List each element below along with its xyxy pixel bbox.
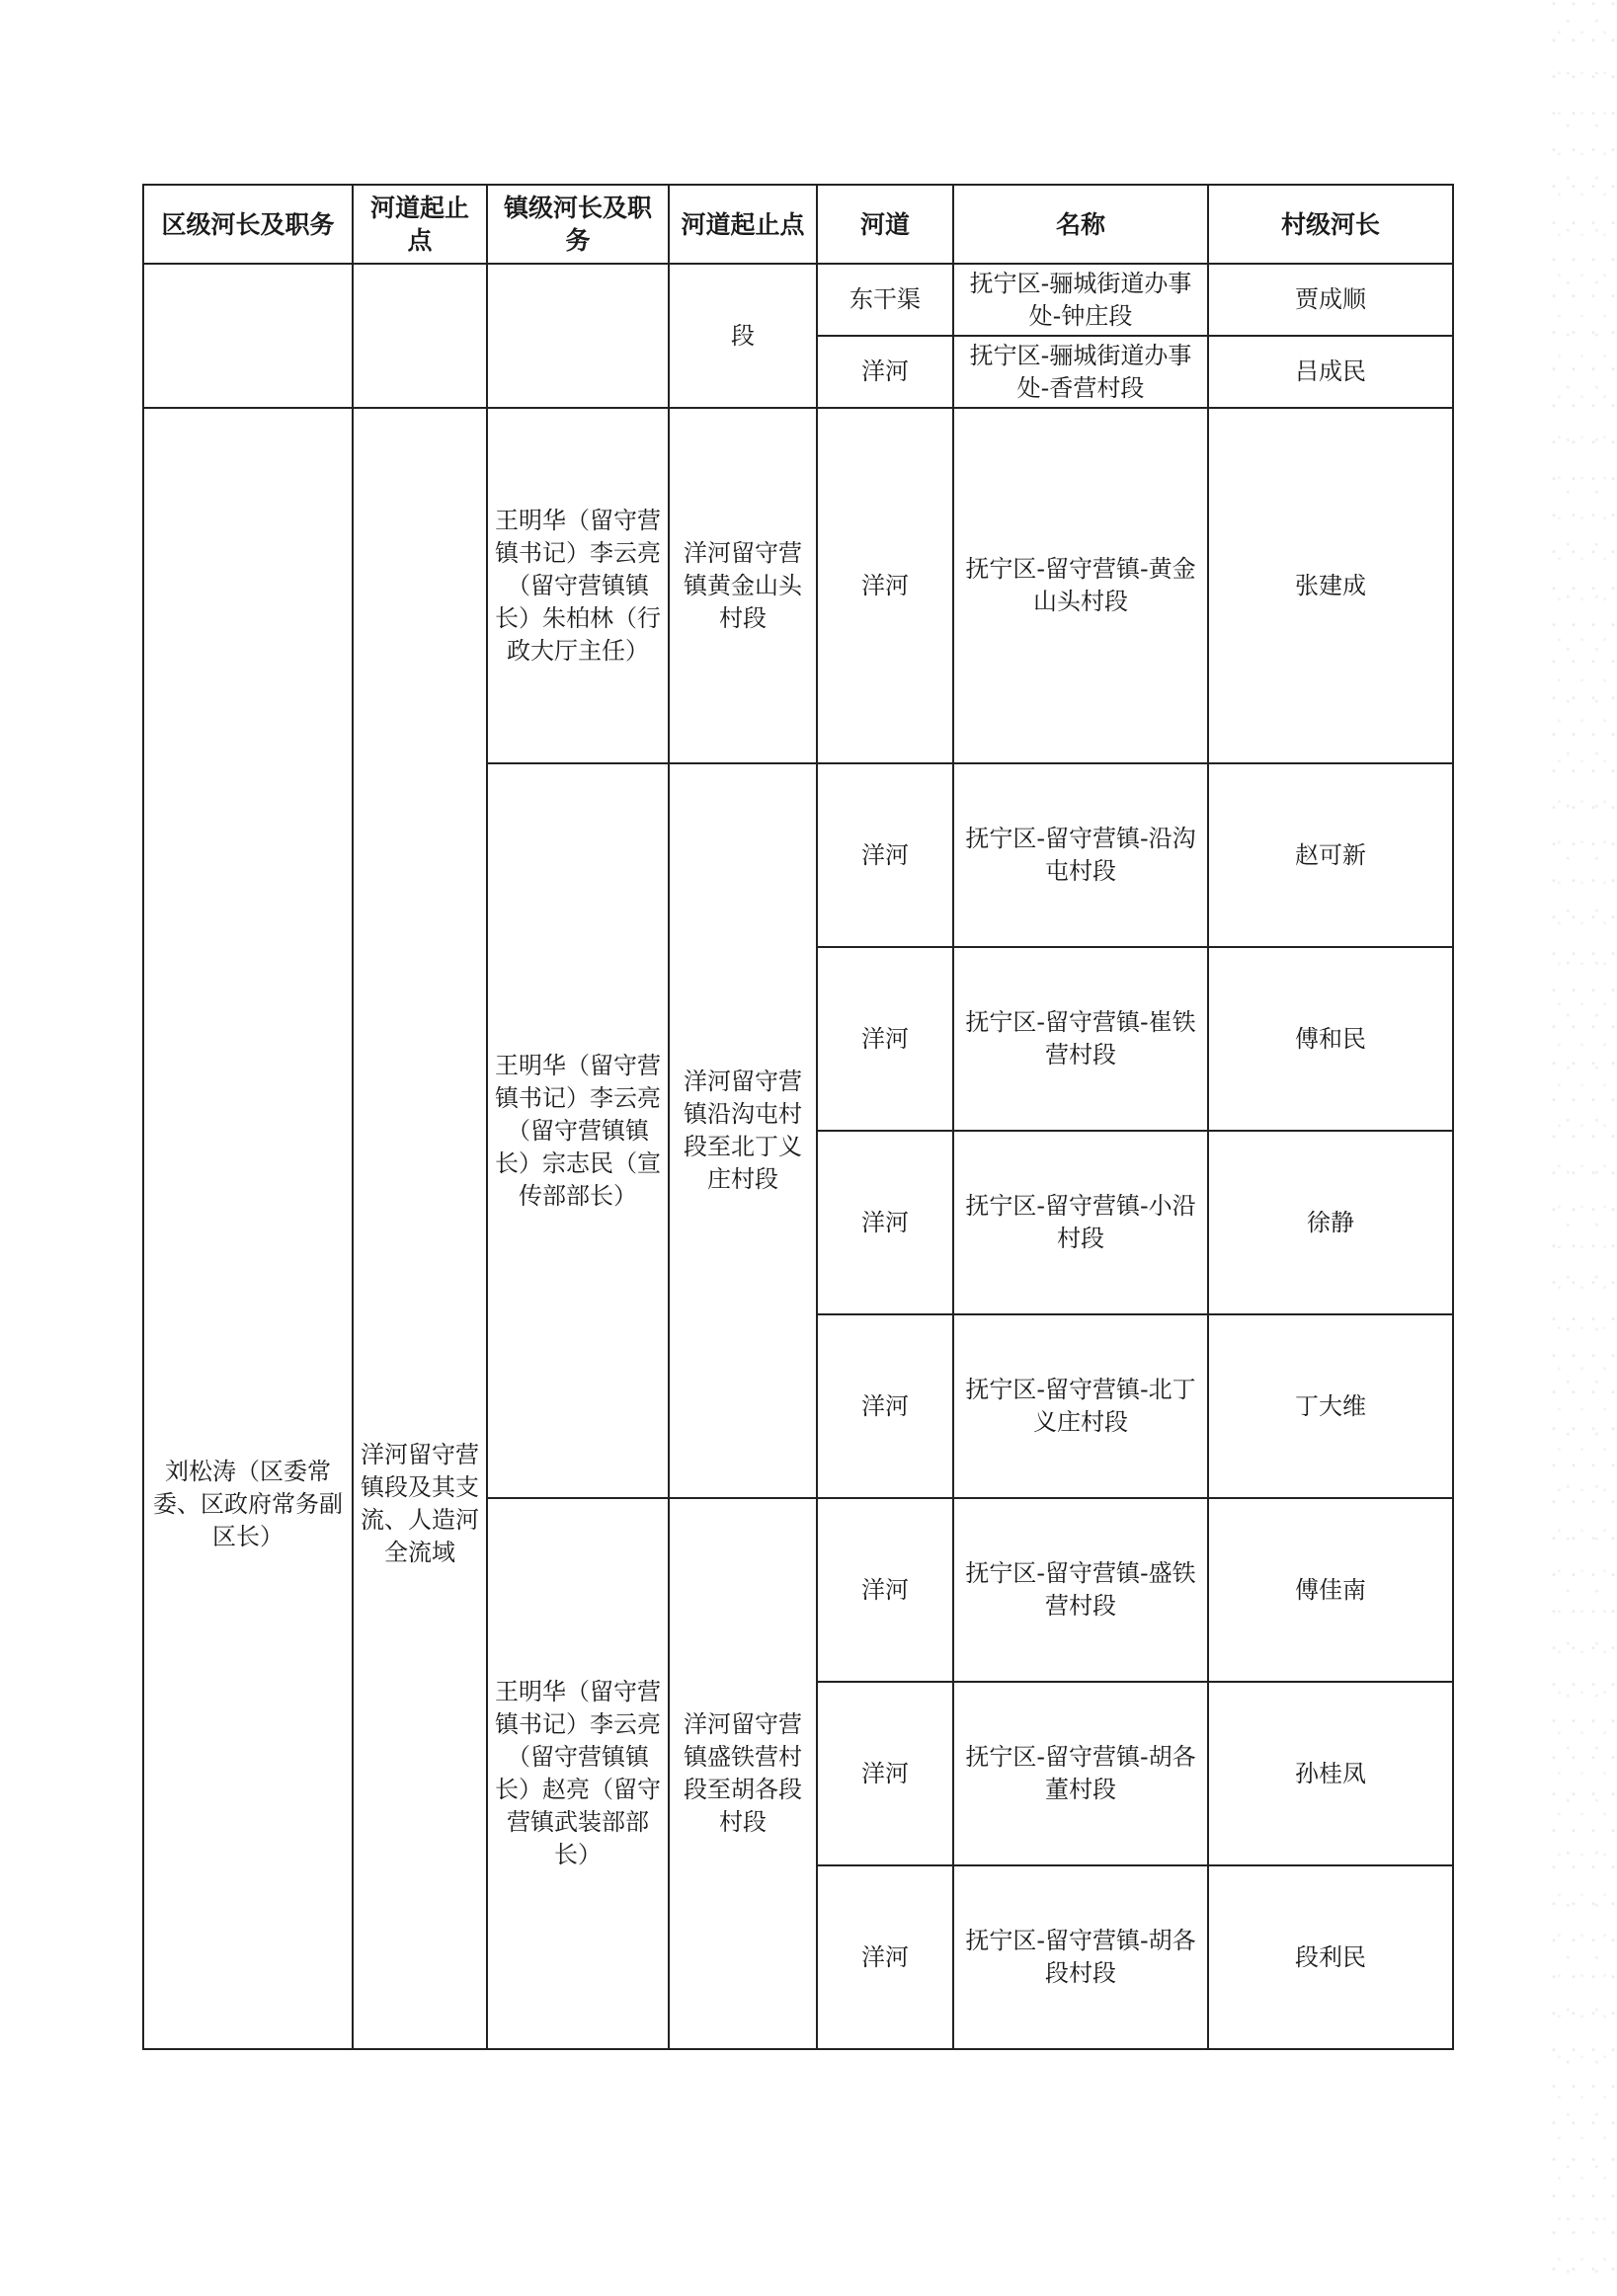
- river-cell: 洋河: [817, 1865, 953, 2049]
- name-cell: 抚宁区-留守营镇-盛铁营村段: [953, 1498, 1208, 1682]
- name-cell: 抚宁区-骊城街道办事处-钟庄段: [953, 264, 1208, 336]
- village-head-cell: 丁大维: [1208, 1314, 1453, 1498]
- header-village-head: 村级河长: [1208, 185, 1453, 264]
- village-head-cell: 吕成民: [1208, 336, 1453, 408]
- header-district-range: 河道起止点: [353, 185, 487, 264]
- cont-town-head: [487, 264, 669, 408]
- village-head-cell: 张建成: [1208, 408, 1453, 763]
- river-cell: 洋河: [817, 1314, 953, 1498]
- village-head-cell: 孙桂凤: [1208, 1682, 1453, 1865]
- village-head-cell: 贾成顺: [1208, 264, 1453, 336]
- river-cell: 洋河: [817, 763, 953, 947]
- river-cell: 洋河: [817, 1131, 953, 1314]
- header-town-head: 镇级河长及职务: [487, 185, 669, 264]
- header-town-range: 河道起止点: [669, 185, 817, 264]
- village-head-cell: 傅佳南: [1208, 1498, 1453, 1682]
- name-cell: 抚宁区-留守营镇-北丁义庄村段: [953, 1314, 1208, 1498]
- village-head-cell: 傅和民: [1208, 947, 1453, 1131]
- town-heads-cell: 王明华（留守营镇书记）李云亮（留守营镇镇长）朱柏林（行政大厅主任）: [487, 408, 669, 763]
- town-range-cell: 洋河留守营镇黄金山头村段: [669, 408, 817, 763]
- river-cell: 洋河: [817, 1498, 953, 1682]
- name-cell: 抚宁区-留守营镇-小沿村段: [953, 1131, 1208, 1314]
- river-cell: 洋河: [817, 408, 953, 763]
- town-heads-cell: 王明华（留守营镇书记）李云亮（留守营镇镇长）赵亮（留守营镇武装部部长）: [487, 1498, 669, 2049]
- river-cell: 洋河: [817, 947, 953, 1131]
- segment-tail-text: 段: [731, 321, 755, 350]
- name-cell: 抚宁区-留守营镇-黄金山头村段: [953, 408, 1208, 763]
- town-range-cell: 洋河留守营镇沿沟屯村段至北丁义庄村段: [669, 763, 817, 1498]
- cont-district-range: [353, 264, 487, 408]
- header-district-head: 区级河长及职务: [143, 185, 353, 264]
- table-row: [143, 264, 1453, 336]
- village-head-cell: 赵可新: [1208, 763, 1453, 947]
- table-header-row: [143, 185, 1453, 264]
- header-river: 河道: [817, 185, 953, 264]
- cont-town-range: [669, 264, 817, 408]
- name-cell: 抚宁区-留守营镇-胡各董村段: [953, 1682, 1208, 1865]
- table-row: [143, 408, 1453, 763]
- river-cell: 东干渠: [817, 264, 953, 336]
- cont-district-head: [143, 264, 353, 408]
- district-head-cell: 刘松涛（区委常委、区政府常务副区长）: [143, 408, 353, 2049]
- town-range-cell: 洋河留守营镇盛铁营村段至胡各段村段: [669, 1498, 817, 2049]
- name-cell: 抚宁区-留守营镇-沿沟屯村段: [953, 763, 1208, 947]
- town-heads-cell: 王明华（留守营镇书记）李云亮（留守营镇镇长）宗志民（宣传部部长）: [487, 763, 669, 1498]
- village-head-cell: 徐静: [1208, 1131, 1453, 1314]
- river-cell: 洋河: [817, 1682, 953, 1865]
- village-head-cell: 段利民: [1208, 1865, 1453, 2049]
- district-range-cell: 洋河留守营镇段及其支流、人造河全流域: [353, 408, 487, 2049]
- header-name: 名称: [953, 185, 1208, 264]
- river-cell: 洋河: [817, 336, 953, 408]
- name-cell: 抚宁区-留守营镇-崔铁营村段: [953, 947, 1208, 1131]
- name-cell: 抚宁区-留守营镇-胡各段村段: [953, 1865, 1208, 2049]
- scan-edge-noise: [1548, 0, 1617, 2296]
- name-cell: 抚宁区-骊城街道办事处-香营村段: [953, 336, 1208, 408]
- river-chief-table: [142, 184, 1454, 2050]
